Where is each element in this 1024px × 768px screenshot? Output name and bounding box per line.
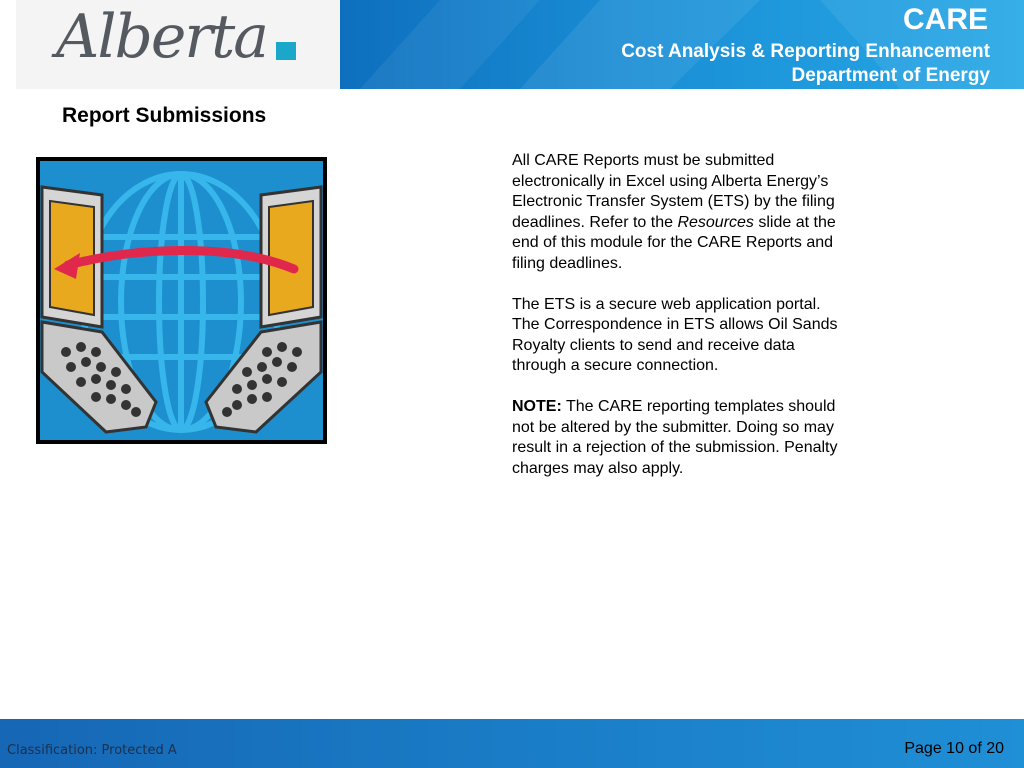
banner [340, 0, 1024, 89]
page-number: Page 10 of 20 [904, 740, 1004, 757]
banner-subtitle [621, 40, 990, 88]
paragraph-submission [512, 151, 842, 274]
paragraph-ets: The ETS is a secure web application portal. The Correspondence in ETS allows Oil Sands Royalty clients to send and receive data through a secure connection. [512, 295, 838, 374]
paragraph-note [512, 397, 842, 479]
body-text [512, 151, 842, 500]
logo-mark-icon [276, 42, 296, 60]
computers-exchanging-data-image [36, 157, 327, 444]
banner-subtitle-line1: Cost Analysis & Reporting Enhancement [621, 41, 990, 62]
note-text: The CARE reporting templates should not be altered by the submitter. Doing so may result in a rejection of the submission. Penalty charges may also apply. [512, 398, 838, 477]
banner-title: CARE [902, 3, 988, 36]
banner-subtitle-line2: Department of Energy [791, 65, 990, 86]
resources-emphasis: Resources [677, 213, 754, 231]
header [0, 0, 1024, 89]
classification-label: Classification: Protected A [7, 743, 177, 758]
footer [0, 719, 1024, 768]
page-title: Report Submissions [62, 104, 267, 127]
note-label: NOTE: [512, 398, 562, 415]
paragraph1-text: All CARE Reports must be submitted electronically in Excel using Alberta Energy’s Electronic Transfer System (ETS) by the filing deadlines. Refer to the [512, 152, 835, 231]
computers-globe-icon [36, 157, 327, 444]
alberta-logo [16, 0, 340, 89]
logo-text: Alberta [56, 2, 267, 72]
paragraph1-text-end: slide at the end of this module for the CARE Reports and filing deadlines. [512, 213, 836, 272]
